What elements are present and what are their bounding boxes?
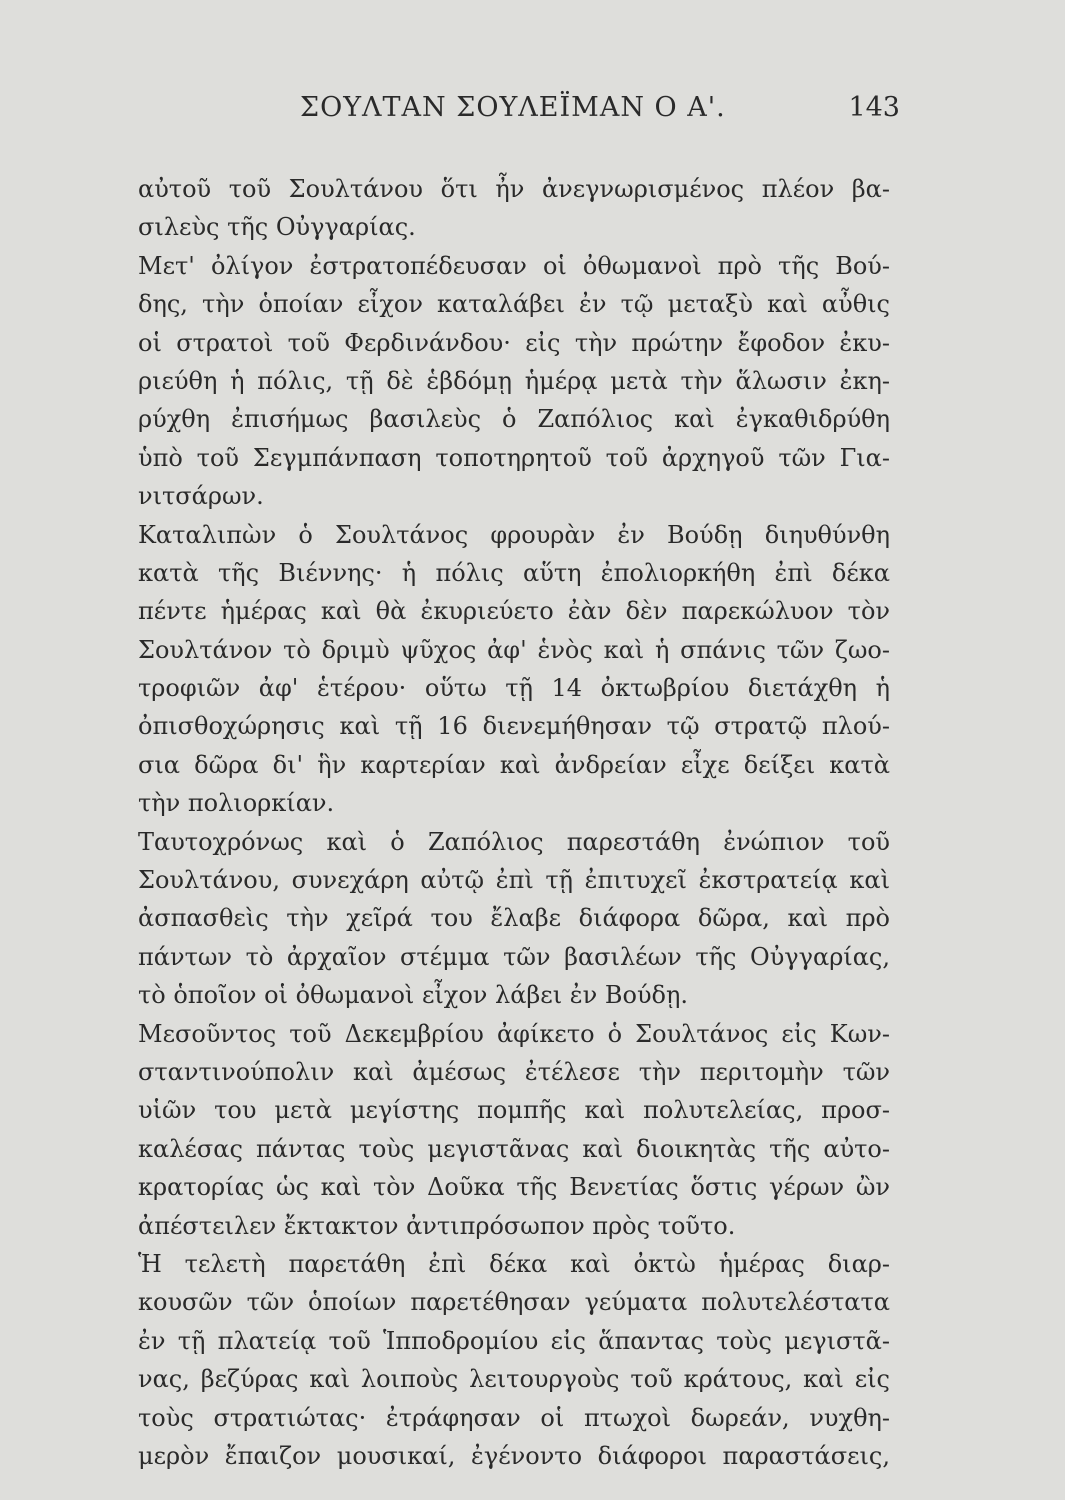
text-line: νας, βεζύρας καὶ λοιποὺς λειτουργοὺς τοῦ κράτους, καὶ εἰς xyxy=(138,1365,890,1394)
text-line: ἐν τῇ πλατείᾳ τοῦ Ἱπποδρομίου εἰς ἅπαντας τοὺς μεγιστᾶ- xyxy=(138,1326,890,1355)
text-line: ριεύθη ἡ πόλις, τῇ δὲ ἑβδόμῃ ἡμέρᾳ μετὰ τὴν ἅλωσιν ἐκη- xyxy=(138,366,890,395)
text-line: Ταυτοχρόνως καὶ ὁ Ζαπόλιος παρεστάθη ἐνώπιον τοῦ xyxy=(138,827,890,856)
text-line: ἀπέστειλεν ἔκτακτον ἀντιπρόσωπον πρὸς τοῦτο. xyxy=(138,1211,736,1240)
text-line: μερὸν ἔπαιζον μουσικαί, ἐγένοντο διάφοροι παραστάσεις, xyxy=(138,1441,890,1470)
text-line: πέντε ἡμέρας καὶ θὰ ἐκυριεύετο ἐὰν δὲν παρεκώλυον τὸν xyxy=(138,597,890,626)
text-line: τοὺς στρατιώτας· ἐτράφησαν οἱ πτωχοὶ δωρεάν, νυχθη- xyxy=(138,1403,890,1432)
text-line: αὐτοῦ τοῦ Σουλτάνου ὅτι ἦν ἀνεγνωρισμένος πλέον βα- xyxy=(138,175,890,203)
text-line: Μεσοῦντος τοῦ Δεκεμβρίου ἀφίκετο ὁ Σουλτάνος εἰς Κων- xyxy=(138,1019,890,1048)
text-line: σιλεὺς τῆς Οὐγγαρίας. xyxy=(138,213,416,242)
text-line: υἱῶν του μετὰ μεγίστης πομπῆς καὶ πολυτελείας, προσ- xyxy=(138,1096,890,1125)
text-line: τροφιῶν ἀφ' ἑτέρου· οὕτω τῇ 14 ὀκτωβρίου διετάχθη ἡ xyxy=(138,674,890,703)
text-line: Ἡ τελετὴ παρετάθη ἐπὶ δέκα καὶ ὀκτὼ ἡμέρας διαρ- xyxy=(138,1249,890,1278)
text-line: κρατορίας ὡς καὶ τὸν Δοῦκα τῆς Βενετίας ὅστις γέρων ὢν xyxy=(138,1173,890,1202)
text-line: ὀπισθοχώρησις καὶ τῇ 16 διενεμήθησαν τῷ στρατῷ πλού- xyxy=(138,712,890,741)
text-line: ἀσπασθεὶς τὴν χεῖρά του ἔλαβε διάφορα δῶρα, καὶ πρὸ xyxy=(138,904,890,933)
text-line: κατὰ τῆς Βιέννης· ἡ πόλις αὕτη ἐπολιορκήθη ἐπὶ δέκα xyxy=(138,558,890,587)
page-number: 143 xyxy=(848,92,900,123)
text-line: τὴν πολιορκίαν. xyxy=(138,789,335,818)
text-line: ρύχθη ἐπισήμως βασιλεὺς ὁ Ζαπόλιος καὶ ἐγκαθιδρύθη xyxy=(138,405,890,434)
text-line: ὑπὸ τοῦ Σεγμπάνπαση τοποτηρητοῦ τοῦ ἀρχηγοῦ τῶν Για- xyxy=(138,443,890,472)
text-line: σια δῶρα δι' ἣν καρτερίαν καὶ ἀνδρείαν εἶχε δείξει κατὰ xyxy=(138,750,890,779)
text-line: Σουλτάνον τὸ δριμὺ ψῦχος ἀφ' ἑνὸς καὶ ἡ σπάνις τῶν ζωο- xyxy=(138,635,890,664)
text-line: σταντινούπολιν καὶ ἀμέσως ἐτέλεσε τὴν περιτομὴν τῶν xyxy=(138,1057,890,1086)
text-line: δης, τὴν ὁποίαν εἶχον καταλάβει ἐν τῷ μεταξὺ καὶ αὖθις xyxy=(138,290,890,319)
text-line: καλέσας πάντας τοὺς μεγιστᾶνας καὶ διοικητὰς τῆς αὐτο- xyxy=(138,1134,890,1163)
text-line: Καταλιπὼν ὁ Σουλτάνος φρουρὰν ἐν Βούδῃ διηυθύνθη xyxy=(138,520,890,549)
text-line: νιτσάρων. xyxy=(138,482,264,511)
running-title: ΣΟΥΛΤΑΝ ΣΟΥΛΕΪΜΑΝ Ο Α'. xyxy=(300,92,726,123)
text-line: πάντων τὸ ἀρχαῖον στέμμα τῶν βασιλέων τῆς Οὐγγαρίας, xyxy=(138,942,890,971)
text-line: κουσῶν τῶν ὁποίων παρετέθησαν γεύματα πολυτελέστατα xyxy=(138,1288,890,1317)
text-line: Μετ' ὀλίγον ἐστρατοπέδευσαν οἱ ὀθωμανοὶ πρὸ τῆς Βού- xyxy=(138,251,890,280)
text-line: τὸ ὁποῖον οἱ ὀθωμανοὶ εἶχον λάβει ἐν Βούδῃ. xyxy=(138,981,688,1010)
text-line: οἱ στρατοὶ τοῦ Φερδινάνδου· εἰς τὴν πρώτην ἔφοδον ἐκυ- xyxy=(138,328,890,357)
page-header xyxy=(140,92,900,132)
text-line: Σουλτάνου, συνεχάρη αὐτῷ ἐπὶ τῇ ἐπιτυχεῖ ἐκστρατείᾳ καὶ xyxy=(138,866,890,895)
body-text xyxy=(138,170,890,1475)
